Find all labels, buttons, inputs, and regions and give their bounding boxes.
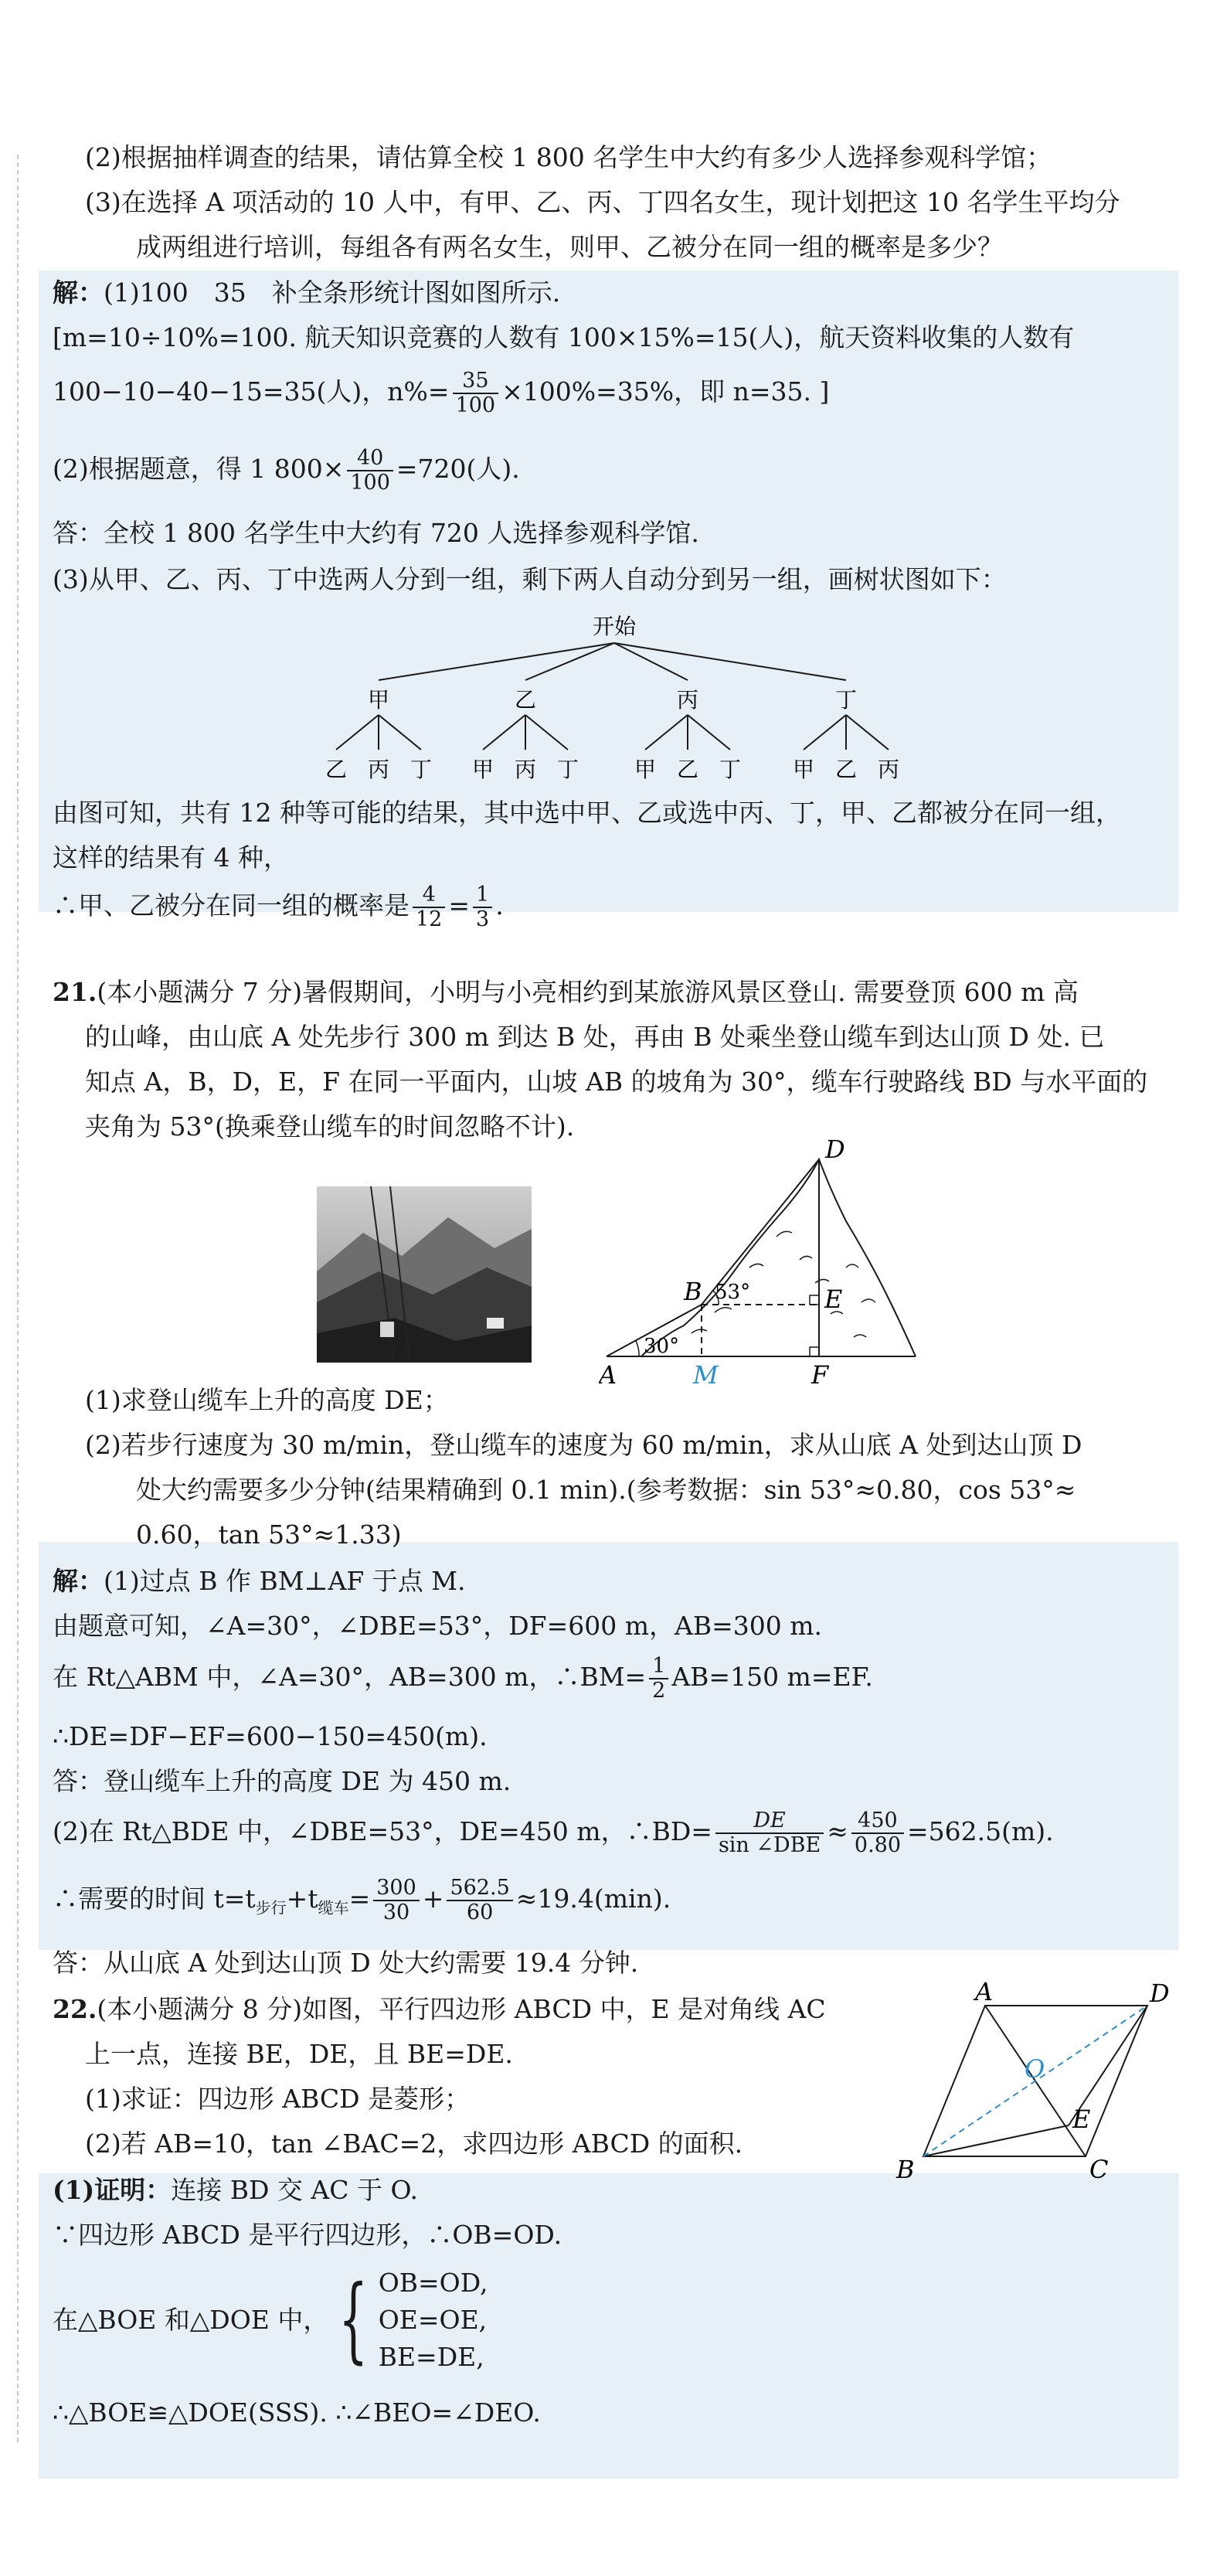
fraction <box>473 883 492 931</box>
numerator: 35 <box>453 369 499 394</box>
q21-part1: (1)求登山缆车上升的高度 DE； <box>85 1385 449 1415</box>
question-number: 22. <box>53 1994 97 2024</box>
numerator: 450 <box>851 1809 904 1834</box>
denominator: 30 <box>382 1901 410 1924</box>
q22-part1: (1)求证：四边形 ABCD 是菱形； <box>85 2084 471 2114</box>
tree-leaf: 丙 <box>514 757 537 782</box>
text: (本小题满分 7 分)暑假期间，小明与小亮相约到某旅游风景区登山. 需要登顶 600 m 高 <box>97 977 1079 1007</box>
fraction <box>715 1809 824 1857</box>
sol-text: (1)100 35 补全条形统计图如图所示. <box>104 277 561 308</box>
text: = <box>448 890 471 920</box>
numerator: 40 <box>347 447 393 471</box>
q22-part2: (2)若 AB=10，tan ∠BAC=2，求四边形 ABCD 的面积. <box>85 2129 743 2159</box>
q21-stem-2: 的山峰，由山底 A 处先步行 300 m 到达 B 处，再由 B 处乘坐登山缆车到达山顶 D 处. 已 <box>85 1022 1105 1052</box>
text: = <box>348 1884 371 1914</box>
tree-l1-ding: 丁 <box>834 687 858 713</box>
q20-sol-3d <box>53 881 504 931</box>
text: ∴需要的时间 t=t <box>53 1884 256 1914</box>
tree-leaf: 丁 <box>556 757 579 782</box>
rhombus-diagram <box>873 1979 1182 2187</box>
label-E: E <box>1072 2105 1091 2134</box>
q22-proof-3 <box>53 2257 488 2380</box>
q20-sol-2-answer: 答：全校 1 800 名学生中大约有 720 人选择参观科学馆. <box>53 518 699 548</box>
fraction <box>851 1809 904 1857</box>
question-number: 21. <box>53 977 97 1007</box>
q21-stem-4: 夹角为 53°(换乘登山缆车的时间忽略不计). <box>85 1111 575 1142</box>
q21-sol-5: 答：登山缆车上升的高度 DE 为 450 m. <box>53 1766 511 1796</box>
q21-sol-6 <box>53 1807 1054 1857</box>
fraction <box>373 1877 420 1924</box>
denominator: 60 <box>466 1901 494 1924</box>
system-row: OE=OE, <box>378 2305 488 2335</box>
fraction <box>347 447 393 495</box>
fraction <box>447 1877 512 1924</box>
label-B: B <box>896 2155 915 2184</box>
q21-part2-1: (2)若步行速度为 30 m/min，登山缆车的速度为 60 m/min，求从山底 A 处到达山顶 D <box>85 1430 1082 1460</box>
tree-l1-yi: 乙 <box>514 687 537 713</box>
text: . <box>495 890 504 920</box>
tree-leaf: 甲 <box>634 757 657 782</box>
label-M: M <box>693 1360 719 1383</box>
numerator: 1 <box>649 1655 668 1679</box>
label-C: C <box>1089 2155 1109 2184</box>
text: =562.5(m). <box>907 1816 1054 1846</box>
fraction <box>413 883 445 931</box>
system-row: BE=DE, <box>378 2342 484 2372</box>
text: (本小题满分 8 分)如图，平行四边形 ABCD 中，E 是对角线 AC <box>97 1994 826 2024</box>
q22-proof-4: ∴△BOE≌△DOE(SSS). ∴∠BEO=∠DEO. <box>53 2397 541 2428</box>
q22-proof-1 <box>53 2173 418 2207</box>
cable-car-photo <box>317 1186 532 1363</box>
text: (2)在 Rt△BDE 中，∠DBE=53°，DE=450 m，∴BD= <box>53 1816 712 1846</box>
q20-sol-3c: 这样的结果有 4 种， <box>53 842 289 873</box>
denominator: 12 <box>416 907 443 931</box>
system-row: OB=OD, <box>378 2268 488 2298</box>
tree-leaf: 乙 <box>676 757 699 782</box>
mountain-diagram <box>599 1128 962 1383</box>
q22-stem-1 <box>53 1992 826 2026</box>
label-B: B <box>684 1277 702 1306</box>
text: 连接 BD 交 AC 于 O. <box>171 2175 419 2205</box>
q21-sol-2: 由题意可知，∠A=30°，∠DBE=53°，DF=600 m，AB=300 m. <box>53 1611 822 1641</box>
sol-label: 解： <box>53 1566 104 1596</box>
denominator: 3 <box>476 907 490 931</box>
q20-sol-3b: 由图可知，共有 12 种等可能的结果，其中选中甲、乙或选中丙、丁，甲、乙都被分在同一组， <box>53 798 1121 828</box>
denominator: 100 <box>455 393 496 417</box>
text: + <box>422 1884 444 1914</box>
label-D: D <box>825 1135 845 1164</box>
text: ≈19.4(min). <box>515 1884 671 1914</box>
q21-part2-2: 处大约需要多少分钟(结果精确到 0.1 min).(参考数据：sin 53°≈0.80，cos 53°≈ <box>136 1475 1076 1505</box>
tree-leaf: 甲 <box>792 757 815 782</box>
q20-sol-2 <box>53 444 520 495</box>
tree-leaf: 丁 <box>409 757 433 782</box>
text: ∴甲、乙被分在同一组的概率是 <box>53 890 409 920</box>
numerator: 300 <box>373 1877 420 1901</box>
text: 100−10−40−15=35(人)，n%= <box>53 376 450 407</box>
numerator: 562.5 <box>447 1877 512 1901</box>
fraction <box>649 1655 668 1703</box>
q21-sol-4: ∴DE=DF−EF=600−150=450(m). <box>53 1721 488 1751</box>
label-O: O <box>1025 2054 1045 2084</box>
q20-part2: (2)根据抽样调查的结果，请估算全校 1 800 名学生中大约有多少人选择参观科学馆； <box>85 142 1052 172</box>
label-E: E <box>824 1285 843 1314</box>
q21-part2-3: 0.60，tan 53°≈1.33) <box>136 1519 402 1550</box>
tree-leaf: 乙 <box>834 757 858 782</box>
q20-part3-line1: (3)在选择 A 项活动的 10 人中，有甲、乙、丙、丁四名女生，现计划把这 10 名学生平均分 <box>85 187 1120 217</box>
denominator: sin ∠DBE <box>718 1833 821 1857</box>
tree-l1-jia: 甲 <box>367 687 390 713</box>
q21-sol-7 <box>53 1874 671 1933</box>
text: =720(人). <box>396 454 520 484</box>
subscript: 缆车 <box>318 1898 349 1918</box>
numerator: DE <box>715 1809 824 1834</box>
tree-root: 开始 <box>592 614 637 639</box>
q21-sol-3 <box>53 1652 873 1703</box>
tree-leaf: 甲 <box>471 757 494 782</box>
q20-sol-1c <box>53 367 829 417</box>
tree-leaf: 丁 <box>719 757 742 782</box>
sol-label: 解： <box>53 277 104 308</box>
denominator: 2 <box>652 1679 666 1703</box>
tree-leaf: 丙 <box>367 757 390 782</box>
numerator: 4 <box>413 883 445 908</box>
label-A: A <box>599 1360 617 1383</box>
tree-leaf: 丙 <box>877 757 900 782</box>
angle-30: 30° <box>644 1335 680 1358</box>
equation-system <box>379 2265 488 2376</box>
text: ≈ <box>827 1816 848 1846</box>
text: 在 Rt△ABM 中，∠A=30°，AB=300 m，∴BM= <box>53 1662 647 1692</box>
tree-diagram <box>294 611 943 788</box>
q22-proof-2: ∵四边形 ABCD 是平行四边形，∴OB=OD. <box>53 2220 562 2250</box>
denominator: 0.80 <box>854 1833 902 1857</box>
left-brace: { <box>338 2266 369 2374</box>
q21-stem-1 <box>53 975 1079 1009</box>
subscript: 步行 <box>255 1898 287 1918</box>
denominator: 100 <box>350 471 390 495</box>
text: (2)根据题意，得 1 800× <box>53 454 345 484</box>
q21-sol-8: 答：从山底 A 处到达山顶 D 处大约需要 19.4 分钟. <box>53 1948 639 1978</box>
angle-53: 53° <box>715 1281 751 1304</box>
q20-sol-3: (3)从甲、乙、丙、丁中选两人分到一组，剩下两人自动分到另一组，画树状图如下： <box>53 564 1007 594</box>
tree-leaf: 乙 <box>325 757 348 782</box>
text: AB=150 m=EF. <box>671 1662 873 1692</box>
tree-l1-bing: 丙 <box>676 687 699 713</box>
q21-sol-1 <box>53 1564 466 1598</box>
text: (1)过点 B 作 BM⊥AF 于点 M. <box>104 1566 466 1596</box>
margin-dash-line <box>17 155 19 2442</box>
q20-sol-1b: [m=10÷10%=100. 航天知识竞赛的人数有 100×15%=15(人)，航天资料收集的人数有 <box>53 322 1075 352</box>
q21-stem-3: 知点 A，B，D，E，F 在同一平面内，山坡 AB 的坡角为 30°，缆车行驶路线 BD 与水平面的 <box>85 1067 1148 1097</box>
text: +t <box>286 1884 318 1914</box>
numerator: 1 <box>473 883 492 908</box>
label-F: F <box>811 1360 829 1383</box>
q20-part3-line2: 成两组进行培训，每组各有两名女生，则甲、乙被分在同一组的概率是多少？ <box>136 232 1003 262</box>
q22-stem-2: 上一点，连接 BE，DE，且 BE=DE. <box>85 2039 513 2069</box>
q20-sol-1 <box>53 276 560 310</box>
label-A: A <box>975 1979 994 2006</box>
label-D: D <box>1150 1979 1170 2008</box>
text: 在△BOE 和△DOE 中， <box>53 2305 329 2335</box>
fraction <box>453 369 499 417</box>
text: ×100%=35%，即 n=35. ] <box>501 376 830 407</box>
proof-label: (1)证明： <box>53 2175 172 2205</box>
